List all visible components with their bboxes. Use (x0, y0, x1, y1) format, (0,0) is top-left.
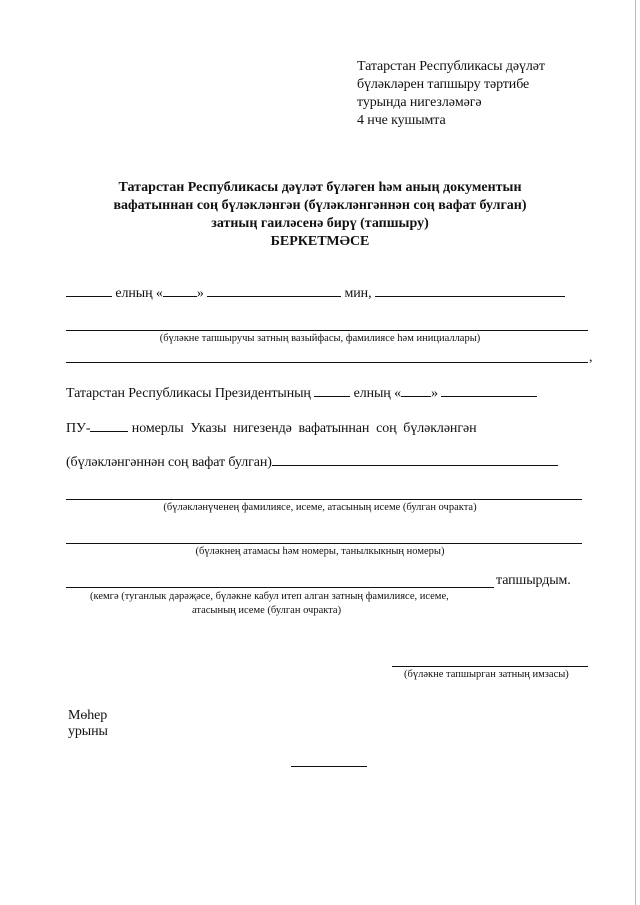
decree-day-blank[interactable] (401, 384, 431, 397)
appendix-line-4: 4 нче кушымта (357, 113, 446, 128)
seal-label-2: урыны (68, 724, 108, 739)
page-edge (635, 0, 636, 905)
appendix-line-1: Татарстан Республикасы дәүләт (357, 59, 545, 74)
appendix-line-3: турында нигезләмәгә (357, 95, 482, 110)
decree-year-label: елның « (353, 386, 402, 401)
decree-year-blank[interactable] (314, 384, 350, 397)
decree-prefix: ПУ- (66, 421, 91, 436)
award-blank[interactable] (66, 543, 582, 544)
caption-position: (бүләкне тапшыручы затның вазыйфасы, фамилиясе һәм инициаллары) (159, 333, 481, 344)
seal-label-1: Мөһер (68, 708, 108, 723)
date-row (66, 284, 565, 302)
decree-number-blank[interactable] (90, 419, 128, 432)
handed-label: тапшырдым. (496, 573, 571, 588)
signature-blank[interactable] (392, 666, 588, 667)
awarded-row (66, 453, 558, 471)
president-row (66, 384, 537, 402)
position-blank[interactable] (66, 330, 588, 331)
close-quote: » (196, 286, 204, 301)
bottom-divider (291, 766, 367, 767)
name-blank[interactable] (375, 284, 565, 297)
caption-signature: (бүләкне тапшырган затның имзасы) (404, 669, 569, 680)
year-blank[interactable] (66, 284, 112, 297)
min-label: мин, (344, 286, 372, 301)
awarded-blank[interactable] (272, 453, 558, 466)
title-line-1: Татарстан Республикасы дәүләт бүләген һәм аның документын (118, 180, 522, 195)
caption-kin-1: (кемгә (туганлык дәрәҗәсе, бүләкне кабул итеп алган затның фамилиясе, исеме, (90, 591, 449, 602)
comma: , (589, 350, 593, 365)
decree-text: номерлы Указы нигезендә вафатыннан соң бүләкләнгән (131, 421, 477, 436)
position-blank-2[interactable] (66, 362, 588, 363)
appendix-line-2: бүләкләрен тапшыру тәртибе (357, 77, 530, 92)
caption-recipient: (бүләкләнүченең фамилиясе, исеме, атасының исеме (булган очракта) (163, 502, 477, 513)
caption-award: (бүләкнең атамасы һәм номеры, танылкыкның номеры) (195, 546, 445, 557)
recipient-blank[interactable] (66, 499, 582, 500)
document-title: БЕРКЕТМӘСЕ (270, 234, 370, 249)
year-label: елның « (115, 286, 163, 301)
decree-month-blank[interactable] (441, 384, 537, 397)
title-line-2: вафатыннан соң бүләкләнгән (бүләкләнгәннән соң вафат булган) (113, 198, 527, 213)
president-label: Татарстан Республикасы Президентының (66, 386, 311, 401)
title-line-3: затның гаиләсенә бирү (тапшыру) (211, 216, 429, 231)
decree-close-quote: » (431, 386, 438, 401)
decree-row (66, 419, 476, 437)
month-blank[interactable] (207, 284, 341, 297)
awarded-label: (бүләкләнгәннән соң вафат булган) (66, 455, 272, 470)
day-blank[interactable] (163, 284, 197, 297)
caption-kin-2: атасының исеме (булган очракта) (192, 605, 342, 616)
kin-blank[interactable] (66, 587, 494, 588)
